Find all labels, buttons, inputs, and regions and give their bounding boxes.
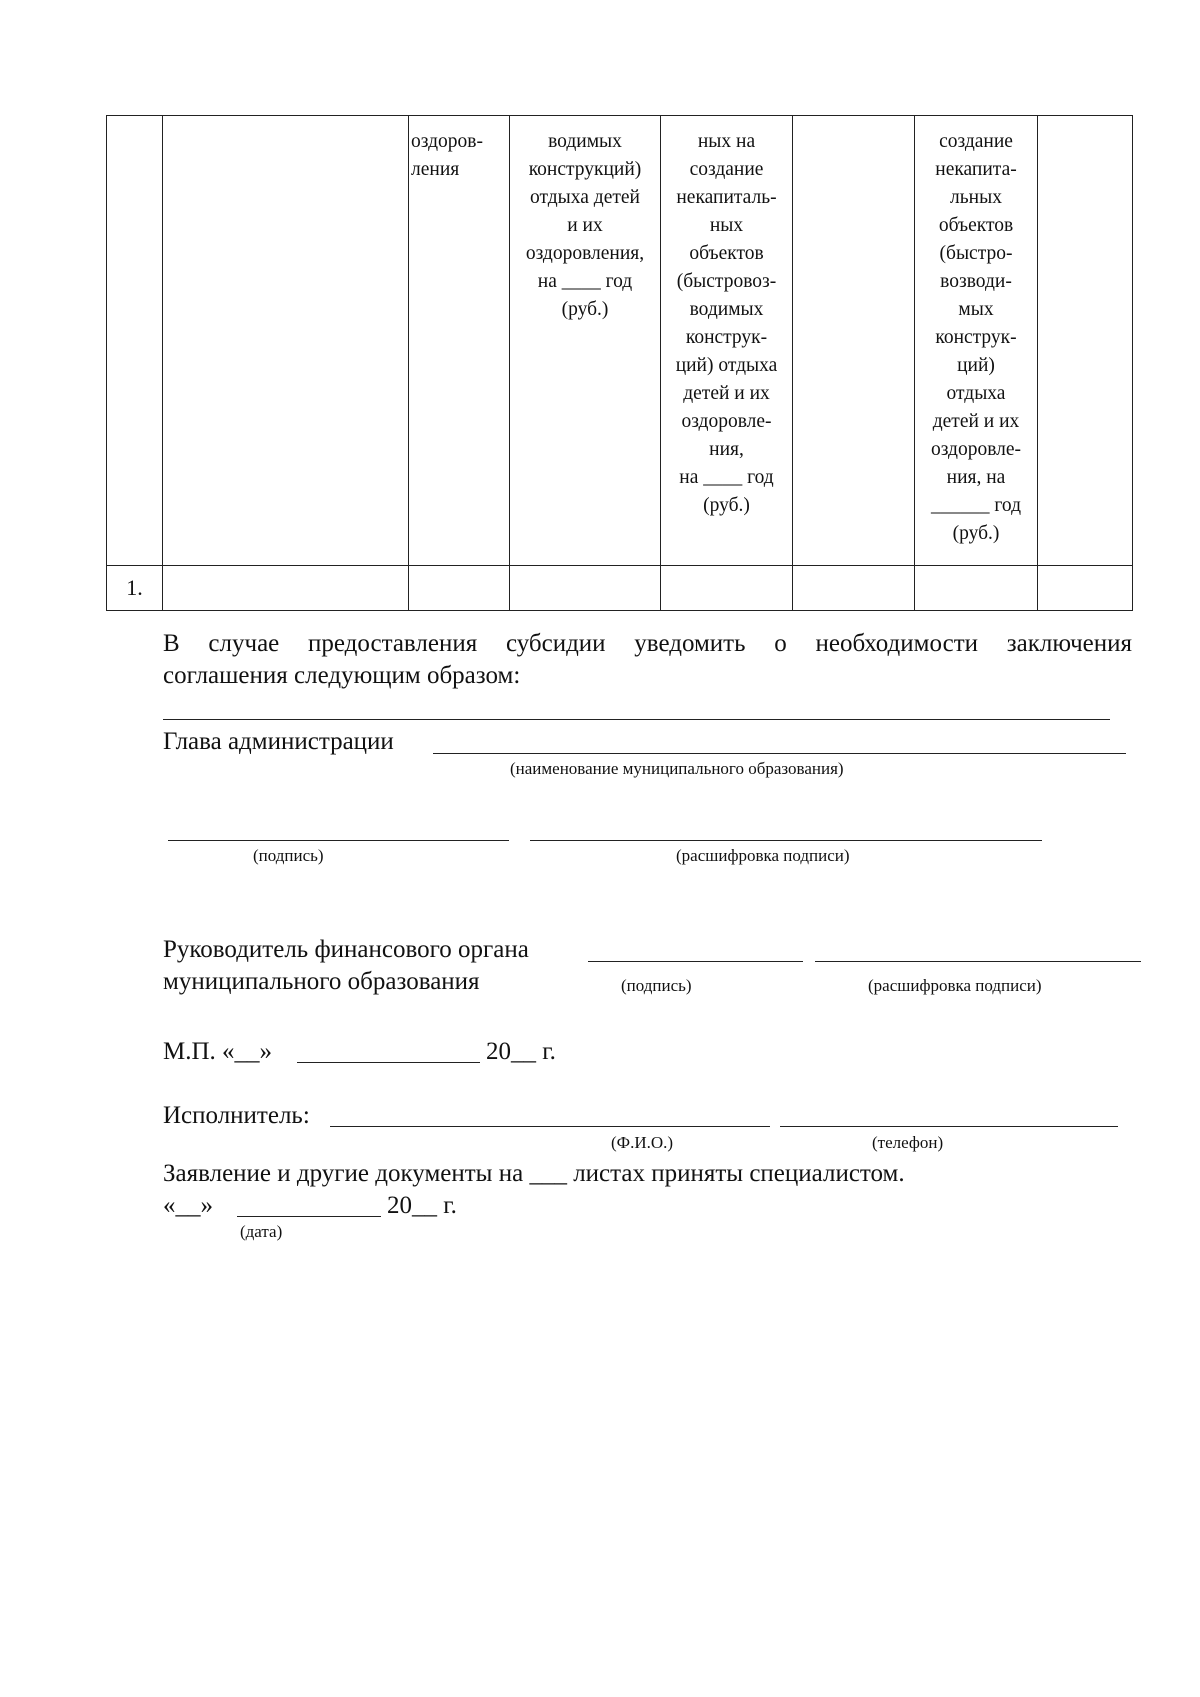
- header-cell-7: создание некапита- льных объектов (быстро- возводи- мых конструк- ций) отдыха детей и их оздоровле- ния, на ______ год (руб.): [915, 116, 1038, 566]
- stamp-year: 20__ г.: [486, 1038, 556, 1065]
- executor-label: Исполнитель:: [163, 1102, 310, 1129]
- receipt-date-field[interactable]: [237, 1216, 381, 1217]
- header-cell-6: [793, 116, 915, 566]
- receipt-year: 20__ г.: [387, 1192, 457, 1219]
- receipt-line: Заявление и другие документы на ___ листах приняты специалистом.: [163, 1160, 905, 1187]
- admin-decode-field[interactable]: [530, 840, 1042, 841]
- head-of-admin-label: Глава администрации: [163, 728, 394, 755]
- municipality-caption: (наименование муниципального образования): [510, 759, 844, 778]
- header-cell-8: [1038, 116, 1133, 566]
- finance-decode-field[interactable]: [815, 961, 1141, 962]
- receipt-date-open: «__»: [163, 1192, 213, 1219]
- notice-line-1: В случае предоставления субсидии уведомить о необходимости заключения: [163, 630, 1132, 657]
- table-cell: [510, 566, 661, 611]
- stamp-label: М.П. «__»: [163, 1038, 273, 1065]
- finance-head-label-2: муниципального образования: [163, 968, 480, 995]
- receipt-date-caption: (дата): [240, 1222, 283, 1241]
- notice-line-2: соглашения следующим образом:: [163, 662, 521, 689]
- table-cell: [163, 566, 409, 611]
- table-cell: [793, 566, 915, 611]
- table-cell: [1038, 566, 1133, 611]
- subsidy-table: [106, 115, 1133, 611]
- finance-head-label-1: Руководитель финансового органа: [163, 936, 529, 963]
- admin-decode-caption: (расшифровка подписи): [676, 846, 850, 865]
- executor-phone-caption: (телефон): [872, 1133, 944, 1152]
- finance-signature-field[interactable]: [588, 961, 803, 962]
- finance-signature-caption: (подпись): [621, 976, 692, 995]
- municipality-name-field[interactable]: [433, 753, 1126, 754]
- notice-fill-line[interactable]: [163, 719, 1110, 720]
- table-cell: [915, 566, 1038, 611]
- header-cell-3: оздоров- ления: [409, 116, 510, 566]
- table-cell: [661, 566, 793, 611]
- stamp-date-field[interactable]: [297, 1062, 480, 1063]
- executor-fio-caption: (Ф.И.О.): [611, 1133, 674, 1152]
- header-cell-1: [107, 116, 163, 566]
- admin-signature-caption: (подпись): [253, 846, 324, 865]
- admin-signature-field[interactable]: [168, 840, 509, 841]
- row-number: 1.: [107, 566, 163, 611]
- table-cell: [409, 566, 510, 611]
- table-row: [107, 566, 1133, 611]
- finance-decode-caption: (расшифровка подписи): [868, 976, 1042, 995]
- executor-phone-field[interactable]: [780, 1126, 1118, 1127]
- table-header-row: [107, 116, 1133, 566]
- header-cell-2: [163, 116, 409, 566]
- header-cell-4: водимых конструкций) отдыха детей и их оздоровления, на ____ год (руб.): [510, 116, 661, 566]
- executor-name-field[interactable]: [330, 1126, 770, 1127]
- header-cell-5: ных на создание некапиталь- ных объектов (быстровоз- водимых конструк- ций) отдыха детей и их оздоровле- ния, на ____ год (руб.): [661, 116, 793, 566]
